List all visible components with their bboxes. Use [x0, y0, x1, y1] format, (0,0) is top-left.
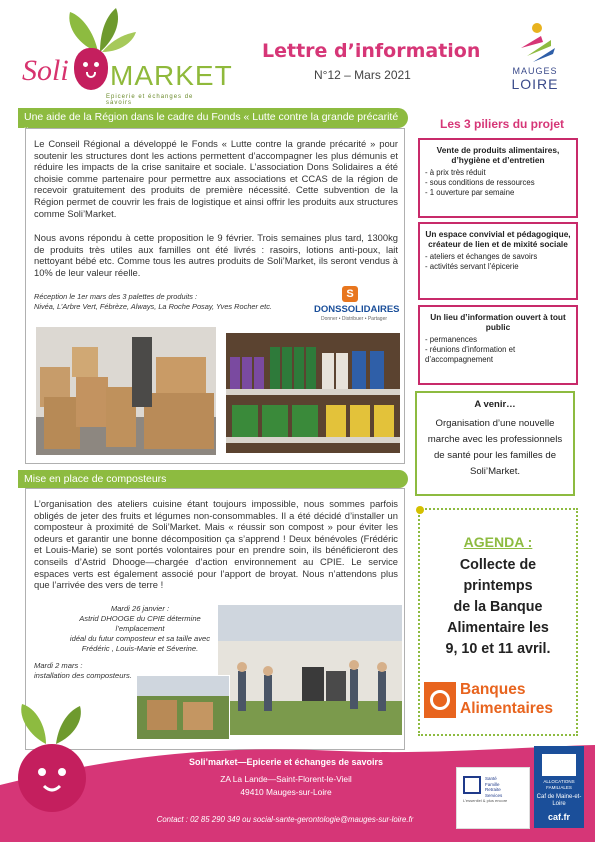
agenda-line: printemps: [463, 578, 533, 594]
caf-mark-icon: [542, 754, 576, 776]
region-paragraph-2: Nous avons répondu à cette proposition le 9 février. Trois semaines plus tard, 1300kg de produits très utiles aux familles ont été livrés : rasoirs, lotions anti-poux, lait nettoyant bébé etc. Comme tous les autres produits de Soli’Market, ils seront vendus à 10% de leur valeur réelle.: [34, 232, 398, 278]
solimarket-logo: [8, 6, 233, 106]
pillar-list: [425, 168, 571, 198]
agenda-line: de la Banque: [453, 599, 543, 615]
msa-services: [485, 776, 502, 798]
beet-mascot-icon: [0, 700, 120, 842]
beet-leaves-icon: [60, 6, 140, 54]
msa-line: Santé: [485, 776, 497, 781]
mauges-loire-logo: [505, 22, 565, 92]
caf-bottom-text: caf.fr: [547, 812, 570, 822]
mauges-mark-icon: [517, 22, 557, 66]
agenda-event: [420, 555, 576, 660]
agenda-label: AGENDA :: [463, 534, 533, 550]
pillar-heading: Un espace convivial et pédagogique, créateur de lien et de mixité sociale: [425, 229, 571, 250]
pin-icon: [416, 506, 424, 514]
msa-logo: [456, 767, 530, 829]
mauges-text: MAUGES: [512, 66, 558, 76]
agenda-box: [418, 508, 578, 736]
loire-text: LOIRE: [511, 76, 559, 92]
pillar-heading: Vente de produits alimentaires, d’hygiène et d’entretien: [436, 145, 560, 166]
pillars-title: Les 3 piliers du projet: [439, 117, 565, 131]
footer-contact: Contact : 02 85 290 349 ou social-sante-gerontologie@mauges-sur-loire.fr: [156, 815, 414, 824]
dons-solidaires-mark-icon: S: [342, 286, 358, 302]
caption-line: Mardi 26 janvier :: [110, 604, 170, 613]
pillar-card-information: [418, 305, 578, 385]
caption-line: Mardi 2 mars :: [34, 661, 83, 670]
compost-caption-january: [60, 604, 220, 654]
msa-tagline: L’essentiel & plus encore: [463, 798, 508, 803]
pillar-bullet: - ateliers et échanges de savoirs: [425, 252, 571, 262]
agenda-line: 9, 10 et 11 avril.: [445, 641, 551, 657]
agenda-line: Collecte de: [459, 557, 537, 573]
caption-line: Frédéric , Louis-Marie et Séverine.: [81, 644, 199, 653]
logo-soli-text: Soli: [22, 54, 69, 87]
dons-solidaires-logo: [314, 286, 400, 326]
pillar-bullet: - réunions d’information et d’accompagnement: [425, 345, 571, 365]
msa-line: Services: [485, 792, 503, 798]
caption-line: idéal du futur composteur et sa taille avec: [69, 634, 211, 643]
pillar-list: [425, 335, 571, 365]
banques-line-1: Banques: [460, 681, 526, 698]
compost-paragraph: L’organisation des ateliers cuisine étant toujours impossible, nous sommes parfois obligés de jeter des fruits et légumes non-consommables. Il a été décidé d’installer un composteur à proximité de Soli’Market. Mais « réussir son compost » pour éviter les odeurs et garantir une bonne décomposition ça s’apprend ! Deux bénévoles (Frédéric et Louis-Marie) se sont portés volontaires pour en prendre soin, ils bénéficieront des conseils d’Astrid Dhooge—chargée d’action environnement au CPIE. Le service espaces verts est également associé pour l’apport de broyat. Nous n’attendons plus que l’arrivée des vers de terre !: [34, 498, 398, 591]
compost-caption-march: [34, 661, 144, 681]
dons-solidaires-tagline: Donner • Distribuer • Partager: [320, 316, 388, 322]
pillar-card-space: [418, 222, 578, 300]
pillar-bullet: - sous conditions de ressources: [425, 178, 571, 188]
agenda-line: Alimentaire les: [447, 620, 549, 636]
upcoming-heading: A venir…: [474, 399, 516, 410]
banques-line-2: Alimentaires: [460, 700, 554, 717]
banques-alimentaires-mark-icon: [424, 682, 456, 718]
upcoming-body: Organisation d’une nouvelle marche avec les professionnels de santé pour les familles de Soli’Market.: [427, 418, 563, 477]
section-region-heading: Une aide de la Région dans le cadre du Fonds « Lutte contre la grande précarité »: [18, 108, 408, 128]
photo-delivered-boxes: [36, 327, 216, 455]
logo-subtitle: Epicerie et échanges de savoirs: [106, 94, 194, 106]
dons-solidaires-name: DONSSOLIDAIRES: [314, 304, 400, 315]
photo-volunteers-site: [218, 605, 402, 735]
caf-logo: [534, 746, 584, 828]
delivery-caption-line-1: Réception le 1er mars des 3 palettes de produits :: [34, 292, 198, 301]
pillar-list: [425, 252, 571, 272]
newsletter-title: Lettre d’information: [262, 40, 481, 62]
region-paragraph-1: Le Conseil Régional a développé le Fonds « Lutte contre la grande précarité » pour soutenir les structures dont les actions permettent d’accompagner les plus démunis et réduire les impacts de la crise sanitaire et sociale. L’association Dons Solidaires a été choisie comme partenaire pour permettre aux associations et CCAS de la région de recevoir gratuitement des produits de première nécessité. Cette subvention de la Région permet de couvrir les frais de logistique et ainsi offrir les produits aux structures comme Soli’Market.: [34, 138, 398, 219]
delivery-caption: [34, 292, 304, 312]
section-compost-heading: Mise en place de composteurs: [18, 470, 408, 488]
banques-alimentaires-logo: [424, 680, 574, 720]
photo-products-shelf: [226, 333, 400, 453]
beet-face-icon: [74, 48, 108, 90]
photo-composters: [136, 675, 230, 740]
issue-date: N°12 – Mars 2021: [314, 68, 411, 82]
caf-top-text: ALLOCATIONS FAMILIALES: [543, 779, 575, 790]
msa-mark-icon: [463, 776, 481, 794]
pillar-bullet: - à prix très réduit: [425, 168, 571, 178]
footer-address-line-1: ZA La Lande—Saint-Florent-le-Vieil: [220, 774, 352, 784]
msa-line: Famille: [485, 781, 500, 787]
caption-line: installation des composteurs.: [34, 671, 132, 680]
pillar-bullet: - 1 ouverture par semaine: [425, 188, 571, 198]
delivery-caption-line-2: Nivéa, L’Arbre Vert, Fébrèze, Always, La Roche Posay, Yves Rocher etc.: [34, 302, 272, 311]
pillar-bullet: - permanences: [425, 335, 571, 345]
footer-address-line-2: 49410 Mauges-sur-Loire: [240, 787, 332, 797]
banques-alimentaires-name: [460, 680, 553, 718]
footer-org-name: Soli’market—Epicerie et échanges de savoirs: [188, 757, 384, 767]
logo-market-text: MARKET: [110, 60, 233, 91]
pillar-card-sales: [418, 138, 578, 218]
msa-line: Retraite: [485, 787, 501, 792]
pillar-heading: Un lieu d’information ouvert à tout public: [430, 312, 566, 333]
upcoming-box: [415, 391, 575, 496]
pillar-bullet: - activités servant l’épicerie: [425, 262, 571, 272]
caption-line: Astrid DHOOGE du CPIE détermine l’emplacement: [79, 614, 201, 633]
caf-mid-text: Caf de Maine-et-Loire: [536, 794, 582, 807]
